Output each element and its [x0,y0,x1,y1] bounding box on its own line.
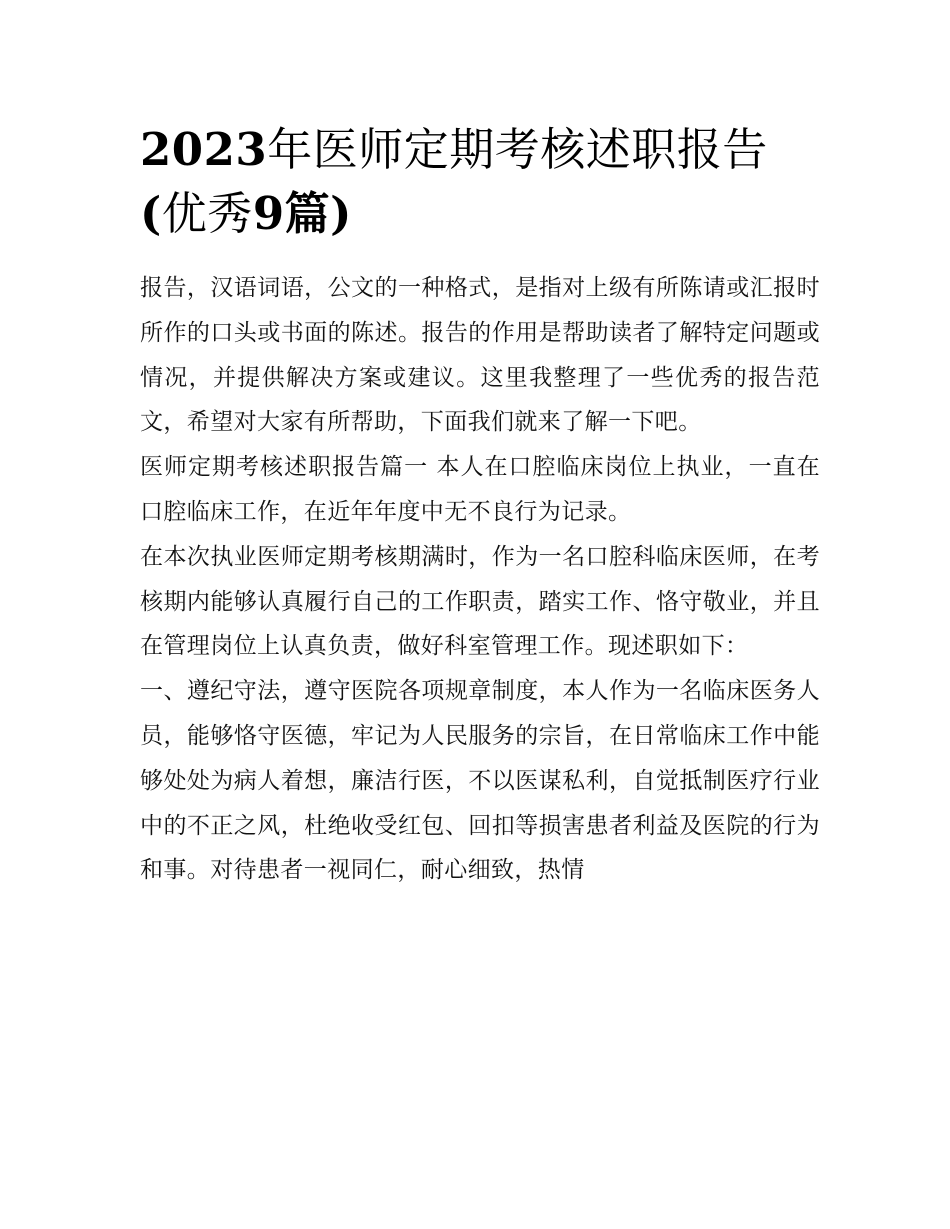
title-line1-text: 年医师定期考核述职报告 [267,123,768,176]
title-paren-open: ( [140,187,162,240]
title-year: 2023 [140,123,268,176]
document-content [140,118,820,893]
document-body [140,266,820,893]
title-line2-close: 篇) [284,187,352,240]
paragraph-section-one: 一、遵纪守法，遵守医院各项规章制度，本人作为一名临床医务人员，能够恪守医德，牢记为人民服务的宗旨，在日常临床工作中能够处处为病人着想，廉洁行医，不以医谋私利，自觉抵制医疗行业中的不正之风，杜绝收受红包、回扣等损害患者利益及医院的行为和事。对待患者一视同仁，耐心细致，热情 [140,678,820,884]
title-count: 9 [252,187,285,240]
title-line2-text: 优秀 [161,187,253,240]
document-title [140,118,820,246]
paragraph-report-1-opening: 医师定期考核述职报告篇一 本人在口腔临床岗位上执业，一直在口腔临床工作，在近年年度中无不良行为记录。 [140,454,820,525]
paragraph-intro: 报告，汉语词语，公文的一种格式，是指对上级有所陈请或汇报时所作的口头或书面的陈述。报告的作用是帮助读者了解特定问题或情况，并提供解决方案或建议。这里我整理了一些优秀的报告范文，希望对大家有所帮助，下面我们就来了解一下吧。 [140,275,820,436]
paragraph-assessment-summary: 在本次执业医师定期考核期满时，作为一名口腔科临床医师，在考核期内能够认真履行自己的工作职责，踏实工作、恪守敬业，并且在管理岗位上认真负责，做好科室管理工作。现述职如下： [140,543,820,660]
